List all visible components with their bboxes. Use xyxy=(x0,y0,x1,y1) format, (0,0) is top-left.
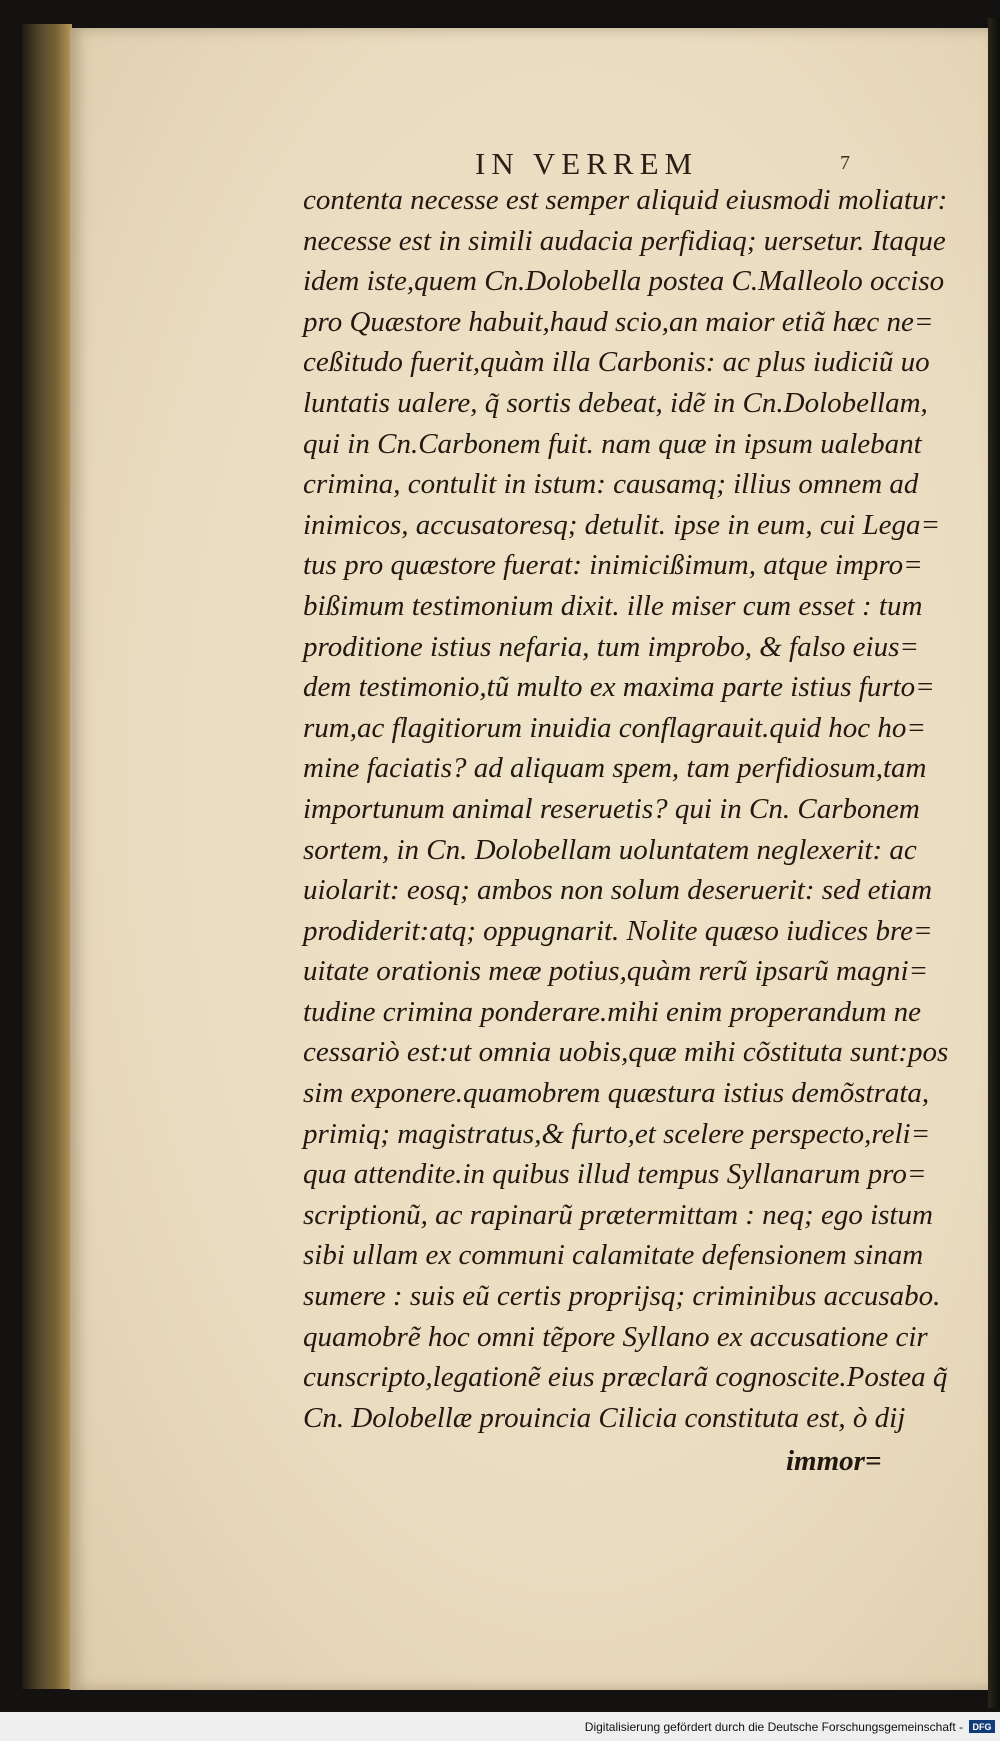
text-line: bißimum testimonium dixit. ille miser cum esset : tum xyxy=(303,589,923,622)
folio-mark: 7 xyxy=(840,152,850,174)
page-right-edge xyxy=(988,18,1000,1708)
dfg-logo: DFG xyxy=(969,1720,995,1733)
text-line: necesse est in simili audacia perfidiaq; uersetur. Itaque xyxy=(303,224,946,257)
text-line: uiolarit: eosq; ambos non solum deseruerit: sed etiam xyxy=(303,874,933,907)
text-line: pro Quæstore habuit,haud scio,an maior etiã hæc ne= xyxy=(303,305,934,338)
text-line: importunum animal reseruetis? qui in Cn. Carbonem xyxy=(303,792,920,825)
text-line: proditione istius nefaria, tum improbo, & falso eius= xyxy=(303,630,919,663)
text-line: inimicos, accusatoresq; detulit. ipse in eum, cui Lega= xyxy=(303,508,941,541)
text-line: qui in Cn.Carbonem fuit. nam quæ in ipsum ualebant xyxy=(303,427,922,460)
text-line: Cn. Dolobellæ prouincia Cilicia constituta est, ò dij xyxy=(303,1401,906,1434)
text-block xyxy=(303,180,953,1438)
text-line: mine faciatis? ad aliquam spem, tam perfidiosum,tam xyxy=(303,752,927,785)
text-line: qua attendite.in quibus illud tempus Syllanarum pro= xyxy=(303,1158,927,1191)
text-line: tus pro quæstore fuerat: inimicißimum, atque impro= xyxy=(303,549,923,582)
text-line: sibi ullam ex communi calamitate defensionem sinam xyxy=(303,1239,924,1272)
text-line: ceßitudo fuerit,quàm illa Carbonis: ac plus iudiciũ uo xyxy=(303,346,930,379)
text-line: rum,ac flagitiorum inuidia conflagrauit.quid hoc ho= xyxy=(303,711,926,744)
text-line: sim exponere.quamobrem quæstura istius demõstrata, xyxy=(303,1077,930,1110)
catchword: immor= xyxy=(786,1445,882,1477)
text-line: sortem, in Cn. Dolobellam uoluntatem neglexerit: ac xyxy=(303,833,917,866)
book-binding-edge xyxy=(22,24,72,1689)
text-line: luntatis ualere, q̃ sortis debeat, idẽ in Cn.Dolobellam, xyxy=(303,386,928,419)
text-line: crimina, contulit in istum: causamq; illius omnem ad xyxy=(303,468,919,501)
text-line: idem iste,quem Cn.Dolobella postea C.Malleolo occiso xyxy=(303,265,945,298)
running-head: IN VERREM xyxy=(475,146,699,181)
text-line: tudine crimina ponderare.mihi enim properandum ne xyxy=(303,995,922,1028)
footer-credit: Digitalisierung gefördert durch die Deutsche Forschungsgemeinschaft - xyxy=(584,1719,963,1734)
text-line: contenta necesse est semper aliquid eiusmodi moliatur: xyxy=(303,184,948,216)
text-line: quamobrẽ hoc omni tẽpore Syllano ex accusatione cir xyxy=(303,1320,928,1353)
text-line: cessariò est:ut omnia uobis,quæ mihi cõstituta sunt:pos xyxy=(303,1036,949,1069)
text-line: sumere : suis eũ certis proprijsq; criminibus accusabo. xyxy=(303,1280,941,1313)
text-line: prodiderit:atq; oppugnarit. Nolite quæso iudices bre= xyxy=(303,914,933,947)
text-line: uitate orationis meæ potius,quàm rerũ ipsarũ magni= xyxy=(303,955,929,988)
text-line: cunscripto,legationẽ eius præclarã cognoscite.Postea q̃ xyxy=(303,1361,948,1394)
text-line: primiq; magistratus,& furto,et scelere perspecto,reli= xyxy=(303,1117,931,1150)
text-line: dem testimonio,tũ multo ex maxima parte istius furto= xyxy=(303,671,935,704)
footer-bar xyxy=(0,1712,1000,1741)
text-line: scriptionũ, ac rapinarũ prætermittam : neq; ego istum xyxy=(303,1198,933,1231)
